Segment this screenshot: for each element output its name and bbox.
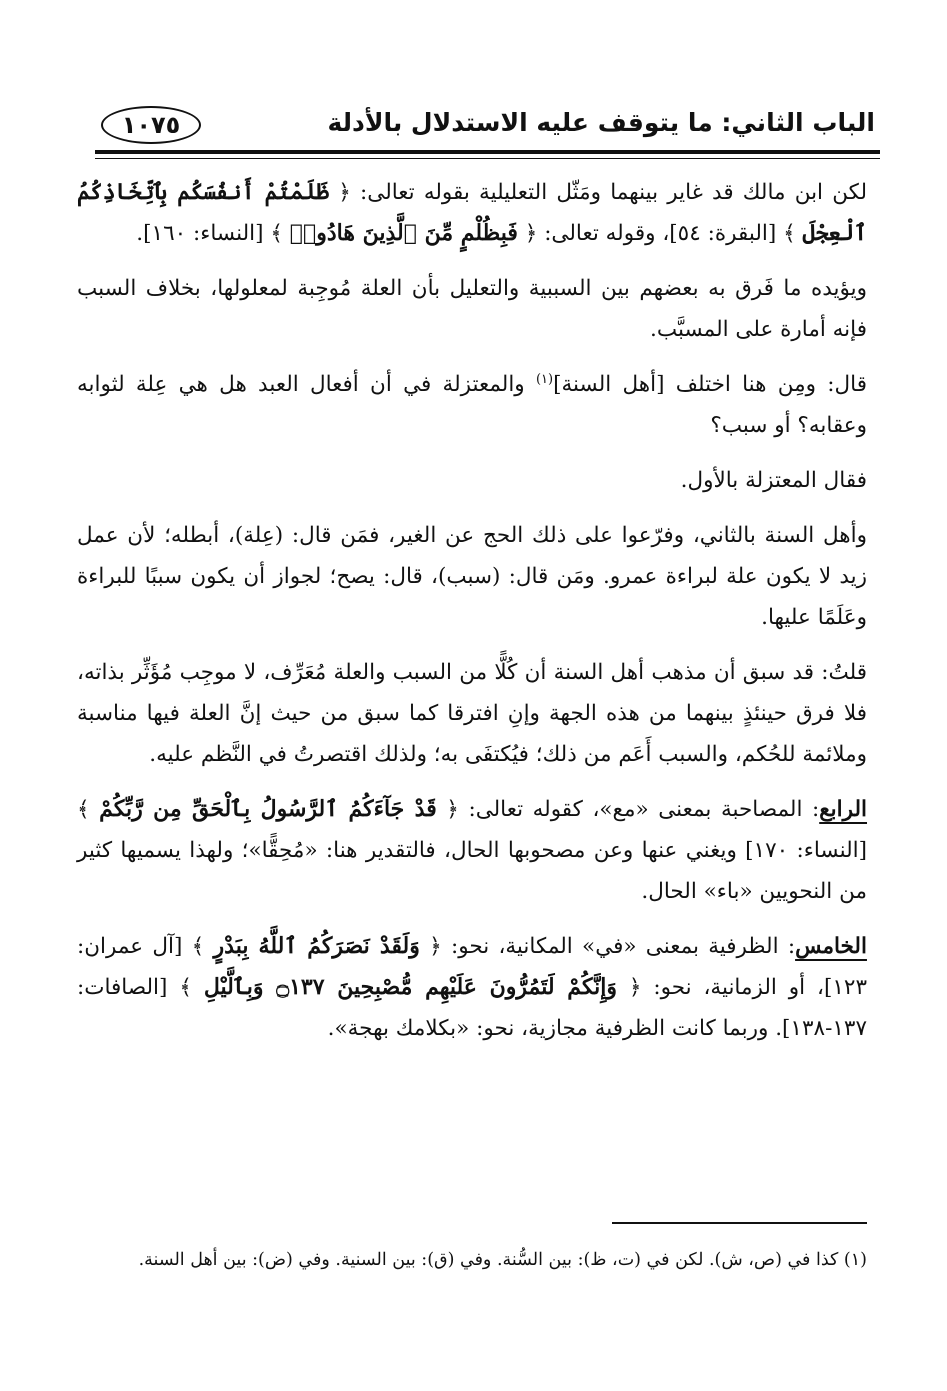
paragraph-4: فقال المعتزلة بالأول. — [680, 468, 867, 493]
section-label-fourth: الرابع — [819, 797, 868, 822]
paragraph-2: ويؤيده ما فَرق به بعضهم بين السببية والتعليل بأن العلة مُوجِبة لمعلولها، بخلاف السبب فإنه أمارة على المسبَّب. — [77, 276, 867, 342]
p1-text-1: لكن ابن مالك قد غاير بينهما ومَثّل التعليلية بقوله تعالى: — [360, 180, 867, 205]
quran-verse: فَبِظُلْمٍ مِّنَ ٱلَّذِينَ هَادُوا۟ — [289, 220, 518, 246]
running-header — [95, 96, 875, 152]
verse-open-bracket: ﴿ — [628, 975, 642, 1000]
page-number: ١٠٧٥ — [101, 106, 201, 144]
p8-text-3: [الصافات: ١٣٧-١٣٨]. وربما كانت الظرفية مجازية، نحو: «بكلامك بهجة». — [77, 975, 867, 1041]
paragraph-3 — [77, 364, 867, 446]
p1-text-3: [النساء: ١٦٠]. — [136, 221, 264, 246]
verse-close-bracket: ﴾ — [783, 221, 796, 246]
main-text — [77, 172, 867, 1063]
p3-text-2: والمعتزلة في أن أفعال العبد هل هي عِلة لثوابه وعقابه؟ أو سبب؟ — [77, 372, 867, 438]
verse-open-bracket: ﴿ — [446, 797, 459, 822]
quran-verse: ظَلَمْتُمْ أَنفُسَكُم بِٱتِّخَاذِكُمُ ٱلْعِجْلَ — [77, 179, 867, 246]
verse-close-bracket: ﴾ — [270, 221, 283, 246]
paragraph-7 — [77, 789, 867, 912]
section-label-fifth: الخامس — [795, 934, 867, 959]
p3-text-1: قال: ومِن هنا اختلف [أهل السنة] — [553, 372, 867, 397]
verse-open-bracket: ﴿ — [524, 221, 538, 246]
paragraph-1 — [77, 172, 867, 254]
verse-open-bracket: ﴿ — [338, 180, 351, 205]
p7-text-2: [النساء: ١٧٠] ويغني عنها وعن مصحوبها الحال، فالتقدير هنا: «مُحِقًّا»؛ ولهذا يسميها كثير من النحويين «باء» الحال. — [77, 838, 867, 904]
paragraph-5: وأهل السنة بالثاني، وفرّعوا على ذلك الحج عن الغير، فمَن قال: (عِلة)، أبطله؛ لأن عمل زيد لا يكون علة لبراءة عمرو. ومَن قال: (سبب)، قال: يصح؛ لجواز أن يكون سببًا للبراءة وعَلَمًا عليها. — [77, 523, 867, 630]
quran-verse: قَدْ جَآءَكُمُ ٱلرَّسُولُ بِٱلْحَقِّ مِن رَّبِّكُمْ — [99, 796, 437, 822]
p1-text-2: [البقرة: ٥٤]، وقوله تعالى: — [544, 221, 777, 246]
p7-text-1: : المصاحبة بمعنى «مع»، كقوله تعالى: — [468, 797, 820, 822]
footnote-marker[interactable]: (١) — [535, 371, 554, 387]
header-rule-thick — [95, 150, 880, 154]
paragraph-8 — [77, 926, 867, 1049]
header-rule-thin — [95, 158, 880, 159]
p8-text-1: : الظرفية بمعنى «في» المكانية، نحو: — [450, 934, 796, 959]
paragraph-6: قلتُ: قد سبق أن مذهب أهل السنة أن كُلًّا من السبب والعلة مُعَرِّف، لا موجِب مُؤَثِّر بذاته، فلا فرق حينئذٍ بينهما من هذه الجهة وإنِ افترقا كما سبق من حيث إنَّ العلة فيها مناسبة وملائمة للحُكم، والسبب أَعَم من ذلك؛ فيُكتفَى به؛ ولذلك اقتصرتُ في النَّظم عليه. — [77, 660, 867, 767]
verse-close-bracket: ﴾ — [179, 975, 192, 1000]
p8-text-2: [آل عمران: ١٢٣]، أو الزمانية، نحو: — [77, 934, 868, 1000]
verse-open-bracket: ﴿ — [429, 934, 442, 959]
quran-verse: وَإِنَّكُمْ لَتَمُرُّونَ عَلَيْهِم مُّصْبِحِينَ ۝١٣٧ وَبِٱلَّيْلِ — [203, 974, 617, 1000]
footnote: (١) كذا في (ص، ش). لكن في (ت، ظ): بين السُّنة. وفي (ق): بين السنية. وفي (ض): بين أهل السنة. — [138, 1250, 867, 1270]
footnote-separator — [612, 1222, 867, 1224]
chapter-title: الباب الثاني: ما يتوقف عليه الاستدلال بالأدلة — [327, 108, 875, 137]
verse-close-bracket: ﴾ — [191, 934, 205, 959]
verse-close-bracket: ﴾ — [77, 797, 90, 822]
quran-verse: وَلَقَدْ نَصَرَكُمُ ٱللَّهُ بِبَدْرٍ — [213, 933, 420, 959]
